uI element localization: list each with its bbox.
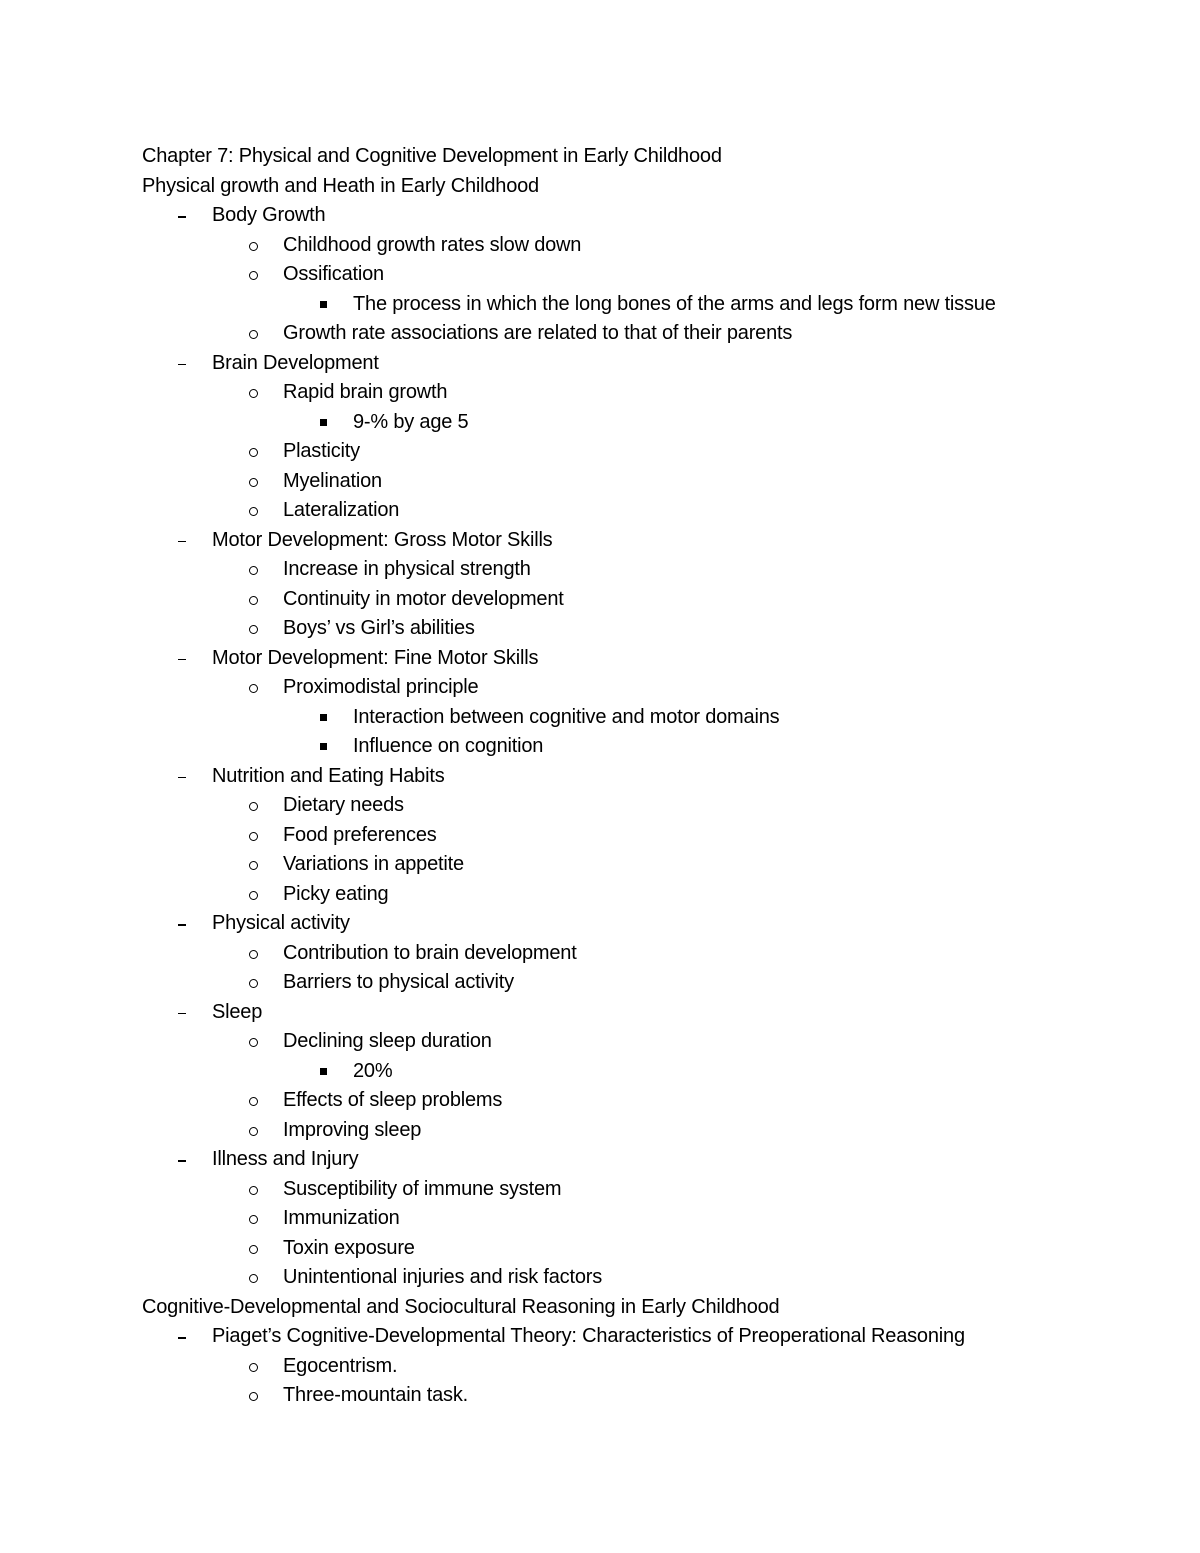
circle-bullet-icon bbox=[249, 625, 258, 634]
subtopic-item: Growth rate associations are related to that of their parents bbox=[283, 322, 793, 344]
circle-bullet-icon bbox=[249, 389, 258, 398]
circle-bullet-icon bbox=[249, 891, 258, 900]
circle-bullet-icon bbox=[249, 1215, 258, 1224]
circle-bullet-icon bbox=[249, 448, 258, 457]
page-title: Chapter 7: Physical and Cognitive Development in Early Childhood bbox=[142, 145, 722, 167]
subtopic-item: Ossification bbox=[283, 263, 384, 285]
circle-bullet-icon bbox=[249, 1245, 258, 1254]
dash-bullet-icon bbox=[178, 659, 186, 661]
circle-bullet-icon bbox=[249, 1127, 258, 1136]
subtopic-item: Rapid brain growth bbox=[283, 381, 448, 403]
circle-bullet-icon bbox=[249, 596, 258, 605]
detail-item: 9-% by age 5 bbox=[353, 410, 469, 433]
circle-bullet-icon bbox=[249, 1363, 258, 1372]
subtopic-item: Childhood growth rates slow down bbox=[283, 233, 582, 256]
square-bullet-icon bbox=[320, 1068, 327, 1075]
detail-item: Influence on cognition bbox=[353, 735, 544, 757]
square-bullet-icon bbox=[320, 714, 327, 721]
subtopic-item: Unintentional injuries and risk factors bbox=[283, 1266, 603, 1288]
detail-item: 20% bbox=[353, 1059, 393, 1082]
detail-item: The process in which the long bones of the arms and legs form new tissue bbox=[353, 292, 996, 315]
square-bullet-icon bbox=[320, 419, 327, 426]
subtopic-item: Improving sleep bbox=[283, 1118, 422, 1141]
square-bullet-icon bbox=[320, 301, 327, 308]
circle-bullet-icon bbox=[249, 1097, 258, 1106]
topic-item: Motor Development: Fine Motor Skills bbox=[212, 646, 539, 669]
circle-bullet-icon bbox=[249, 979, 258, 988]
dash-bullet-icon bbox=[178, 1337, 186, 1339]
topic-item: Physical activity bbox=[212, 912, 350, 934]
dash-bullet-icon bbox=[178, 216, 186, 218]
circle-bullet-icon bbox=[249, 950, 258, 959]
subtopic-item: Variations in appetite bbox=[283, 853, 464, 875]
subtopic-item: Effects of sleep problems bbox=[283, 1089, 503, 1111]
subtopic-item: Increase in physical strength bbox=[283, 558, 531, 580]
circle-bullet-icon bbox=[249, 802, 258, 811]
topic-item: Brain Development bbox=[212, 351, 379, 374]
dash-bullet-icon bbox=[178, 364, 186, 366]
topic-item: Motor Development: Gross Motor Skills bbox=[212, 528, 553, 551]
subtopic-item: Contribution to brain development bbox=[283, 941, 577, 964]
subtopic-item: Barriers to physical activity bbox=[283, 971, 514, 993]
circle-bullet-icon bbox=[249, 684, 258, 693]
detail-item: Interaction between cognitive and motor domains bbox=[353, 705, 780, 728]
circle-bullet-icon bbox=[249, 478, 258, 487]
subtopic-item: Three-mountain task. bbox=[283, 1384, 468, 1406]
circle-bullet-icon bbox=[249, 507, 258, 516]
dash-bullet-icon bbox=[178, 924, 186, 926]
section-heading: Cognitive-Developmental and Sociocultural Reasoning in Early Childhood bbox=[142, 1295, 780, 1318]
circle-bullet-icon bbox=[249, 242, 258, 251]
circle-bullet-icon bbox=[249, 1038, 258, 1047]
subtopic-item: Egocentrism. bbox=[283, 1354, 398, 1377]
subtopic-item: Myelination bbox=[283, 469, 382, 492]
circle-bullet-icon bbox=[249, 1186, 258, 1195]
subtopic-item: Toxin exposure bbox=[283, 1236, 415, 1259]
subtopic-item: Picky eating bbox=[283, 882, 389, 905]
circle-bullet-icon bbox=[249, 1392, 258, 1401]
square-bullet-icon bbox=[320, 743, 327, 750]
topic-item: Sleep bbox=[212, 1000, 263, 1023]
subtopic-item: Plasticity bbox=[283, 440, 360, 462]
circle-bullet-icon bbox=[249, 330, 258, 339]
circle-bullet-icon bbox=[249, 861, 258, 870]
circle-bullet-icon bbox=[249, 832, 258, 841]
subtopic-item: Dietary needs bbox=[283, 794, 404, 816]
subtopic-item: Susceptibility of immune system bbox=[283, 1177, 562, 1200]
dash-bullet-icon bbox=[178, 1160, 186, 1162]
topic-item: Piaget’s Cognitive-Developmental Theory: Characteristics of Preoperational Reasoning bbox=[212, 1325, 965, 1347]
topic-item: Illness and Injury bbox=[212, 1148, 359, 1170]
subtopic-item: Continuity in motor development bbox=[283, 587, 564, 610]
topic-item: Nutrition and Eating Habits bbox=[212, 764, 445, 787]
subtopic-item: Lateralization bbox=[283, 499, 400, 521]
subtopic-item: Proximodistal principle bbox=[283, 676, 479, 698]
circle-bullet-icon bbox=[249, 1274, 258, 1283]
subtopic-item: Immunization bbox=[283, 1207, 400, 1229]
circle-bullet-icon bbox=[249, 566, 258, 575]
subtopic-item: Declining sleep duration bbox=[283, 1030, 492, 1052]
dash-bullet-icon bbox=[178, 541, 186, 543]
section-heading: Physical growth and Heath in Early Childhood bbox=[142, 174, 539, 197]
subtopic-item: Boys’ vs Girl’s abilities bbox=[283, 617, 475, 639]
subtopic-item: Food preferences bbox=[283, 823, 437, 846]
dash-bullet-icon bbox=[178, 777, 186, 779]
topic-item: Body Growth bbox=[212, 204, 326, 226]
dash-bullet-icon bbox=[178, 1013, 186, 1015]
circle-bullet-icon bbox=[249, 271, 258, 280]
